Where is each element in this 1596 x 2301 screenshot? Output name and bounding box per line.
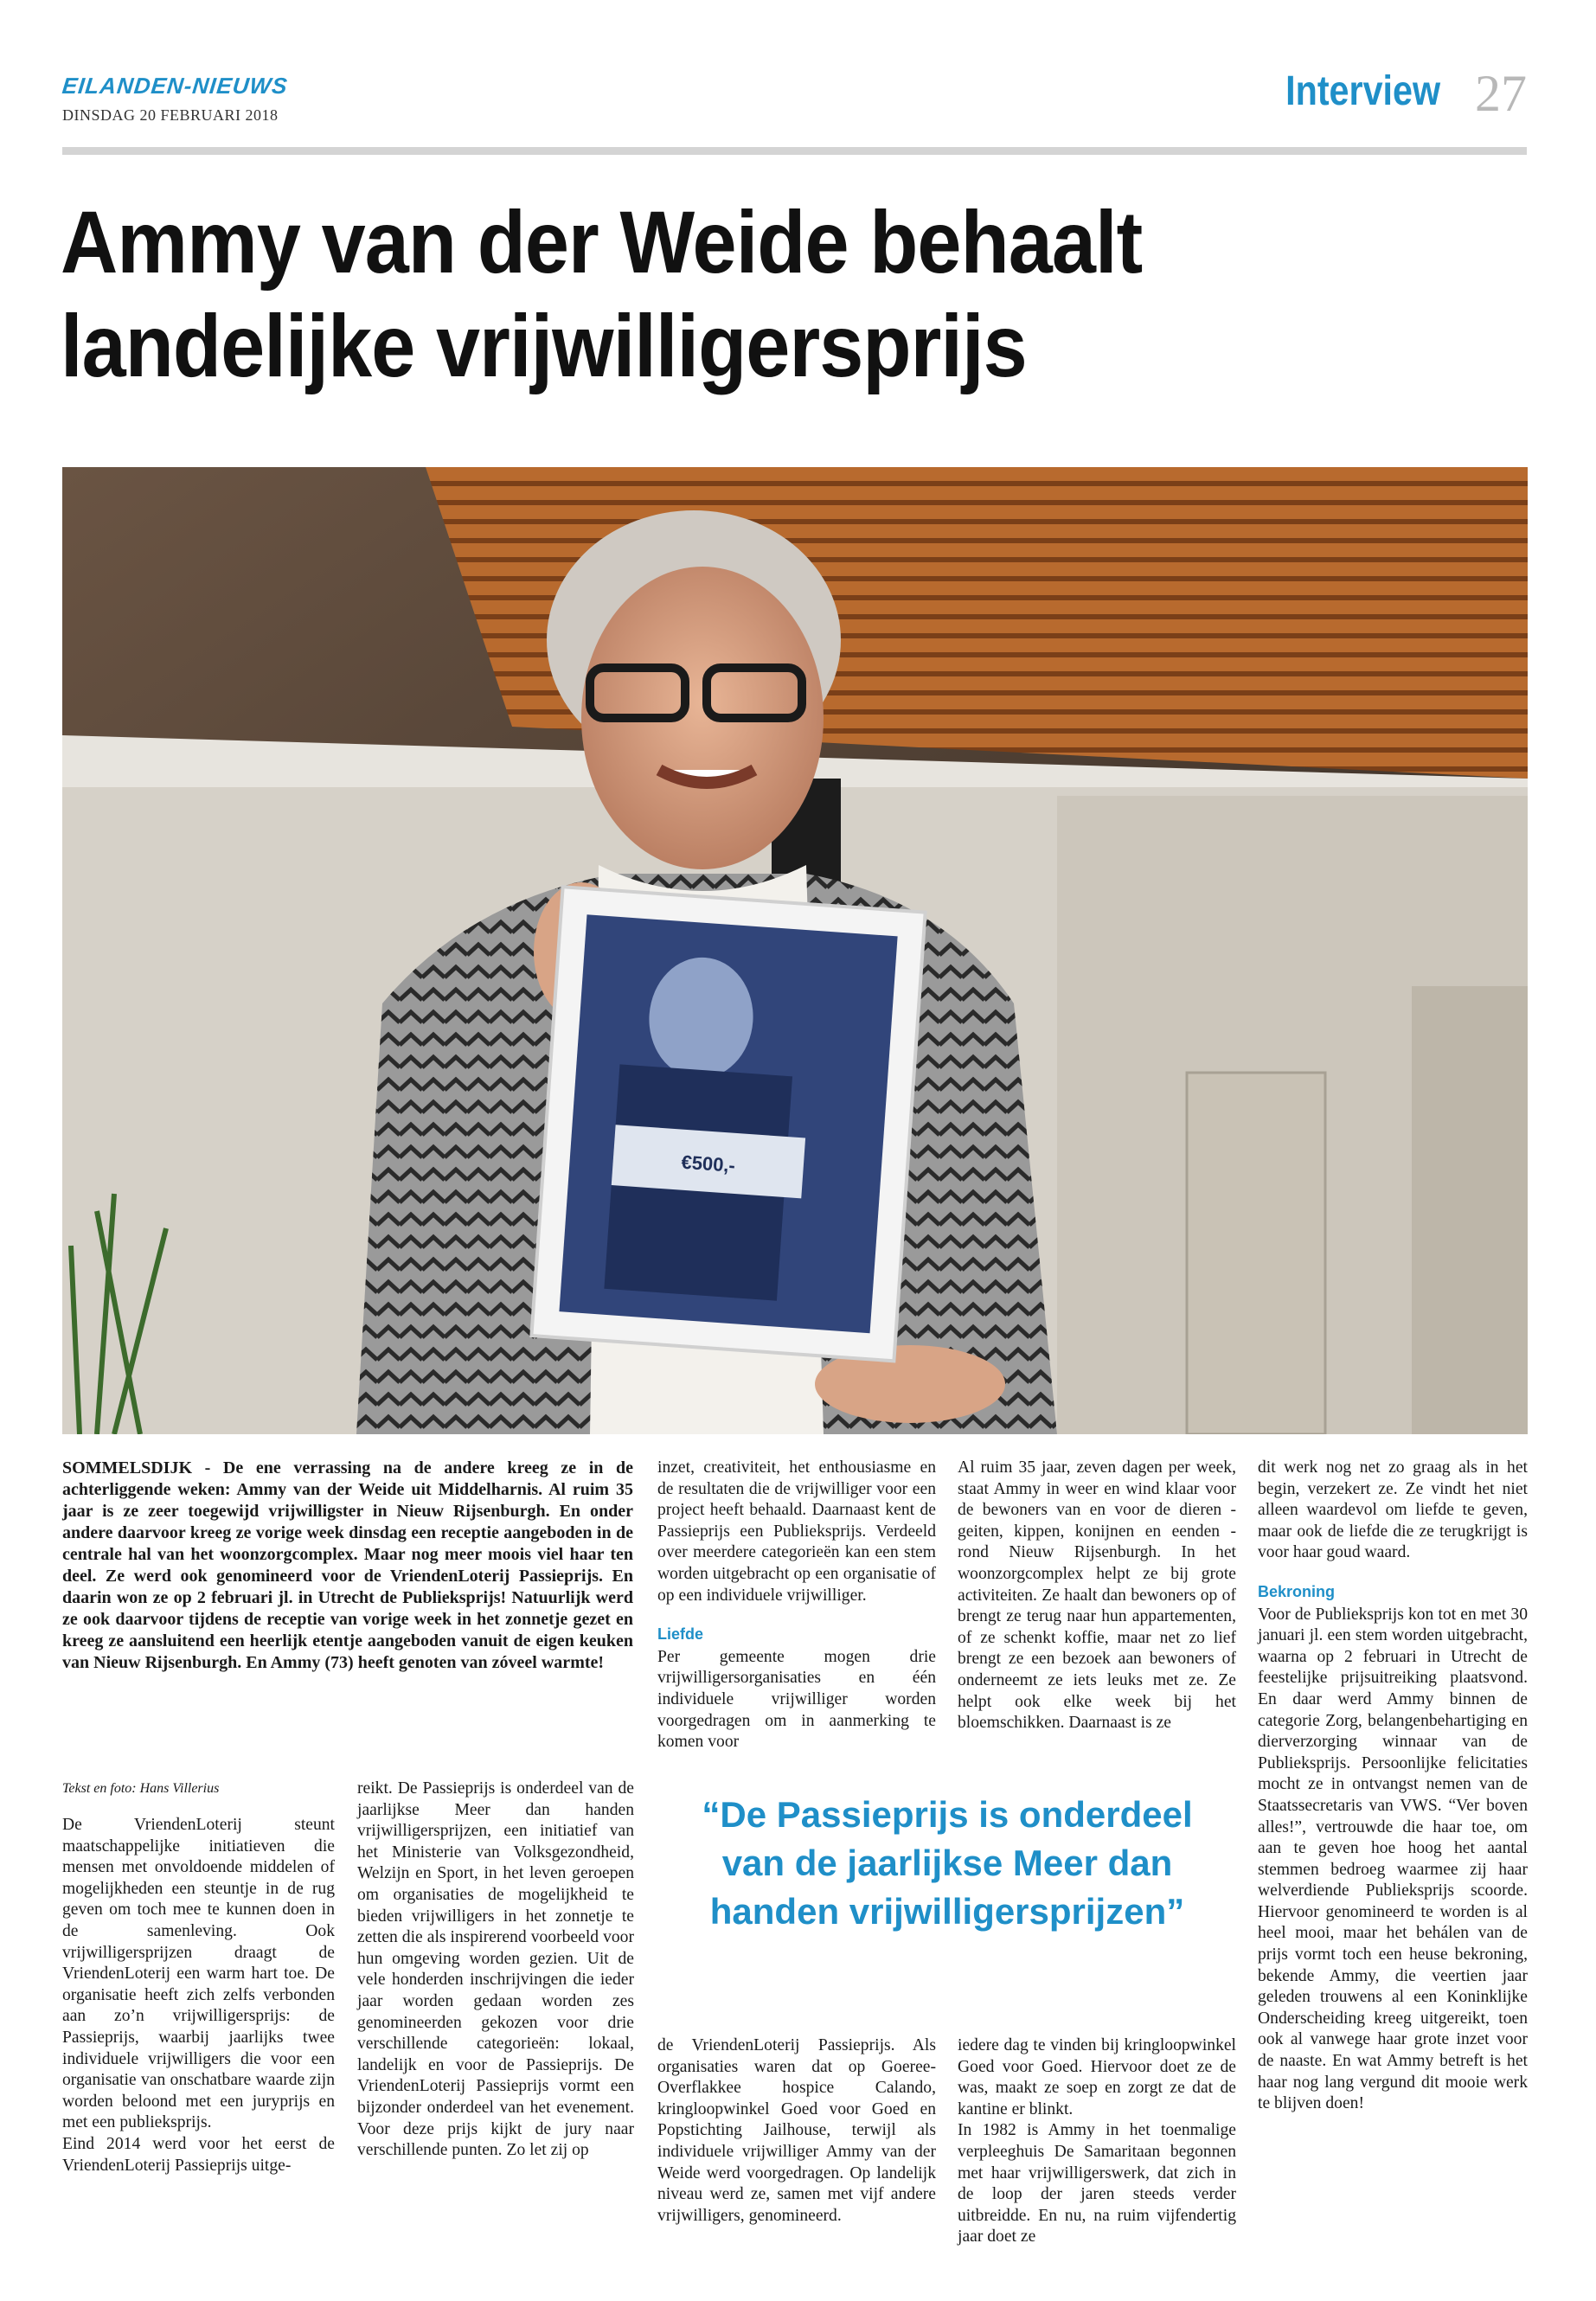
photo-credit: Tekst en foto: Hans Villerius [62,1781,220,1796]
paragraph: Per gemeente mogen drie vrijwilligersorganisaties en één individuele vrijwilliger worden voorgedragen om in aanmerking te komen voor [657,1647,936,1752]
issue-date: DINSDAG 20 FEBRUARI 2018 [62,106,279,124]
paragraph: reikt. De Passieprijs is onderdeel van de jaarlijkse Meer dan handen vrijwilligersprijzen, een initiatief van het Ministerie van Volksgezondheid, Welzijn en Sport, in het leven geroepen om organisaties de mogelijkheid te bieden vrijwilligers in het zonnetje te zetten die als inspirerend voorbeeld voor hun omgeving worden gezien. Uit de vele honderden inschrijvingen die ieder jaar worden gedaan worden zes genomineerden gekozen voor drie verschillende categorieën: lokaal, landelijk en voor de Passieprijs. De VriendenLoterij Passieprijs vormt een bijzonder onderdeel van het evenement. Voor deze prijs kijkt de jury naar verschillende punten. Zo let zij op [357,1779,634,2160]
page-number: 27 [1475,65,1527,122]
paragraph: In 1982 is Ammy in het toenmalige verpleeghuis De Samaritaan begonnen met haar vrijwilligerswerk, dat zich in de loop der jaren steeds verder uitbreidde. En nu, na ruim vijfendertig jaar doet ze [958,2121,1236,2247]
paragraph: dit werk nog net zo graag als in het begin, verzekert ze. Ze vindt het niet alleen waardevol om liefde te geven, maar ook de liefde die ze terugkrijgt is voor haar goud waard. [1258,1458,1528,1562]
headline [61,190,1384,399]
check-amount: €500,- [680,1150,736,1176]
column-3-bottom [657,2035,936,2227]
column-4-top [958,1458,1236,1734]
paragraph: De VriendenLoterij steunt maatschappelijke initiatieven die mensen met onvoldoende middelen of mogelijkheden een steuntje in de rug geven om toch mee te kunnen doen in de samenleving. Ook vrijwilligersprijzen draagt de VriendenLoterij een warm hart toe. De organisatie heeft zich zelfs verbonden aan zo’n vrijwilligersprijs: de Passieprijs, waarbij jaarlijks twee individuele vrijwilligers die voor een organisatie van onschatbare waarde zijn worden beloond met een juryprijs en met een publieksprijs. [62,1816,335,2132]
lead-paragraph: SOMMELSDIJK - De ene verrassing na de andere kreeg ze in de achterliggende weken: Ammy van der Weide uit Middelharnis. Al ruim 35 jaar is ze zeer toegewijd vrijwilligster in Nieuw Rijsenburgh. En onder andere daarvoor kreeg ze vorige week dinsdag een receptie aangeboden in de centrale hal van het woonzorgcomplex. Maar nog meer moois viel haar ten deel. Ze werd ook genomineerd voor de VriendenLoterij Passieprijs. En daarin won ze op 2 februari jl. in Utrecht de Publieksprijs! Natuurlijk werd ze ook daarvoor tijdens de receptie van vorige week in het zonnetje gezet en kreeg ze aansluitend een heerlijk etentje aangeboden vanuit de eigen keuken van Nieuw Rijsenburgh. En Ammy (73) heeft genoten van zóveel warmte! [62,1458,633,1672]
article-lead [62,1458,633,1674]
photo-illustration [62,467,1528,1434]
pull-quote: “De Passieprijs is onderdeel van de jaarlijkse Meer dan handen vrijwilligersprijzen” [702,1794,1193,1932]
header-rule [62,147,1527,155]
paragraph: de VriendenLoterij Passieprijs. Als organisaties waren dat op Goeree-Overflakkee hospice Calando, kringloopwinkel Goed voor Goed en Popstichting Jailhouse, terwijl als individuele vrijwilliger Ammy van der Weide werd voorgedragen. Op landelijk niveau werd ze, samen met vijf andere vrijwilligers, genomineerd. [657,2036,936,2225]
paragraph: Al ruim 35 jaar, zeven dagen per week, staat Ammy in weer en wind klaar voor de bewoners van en voor de dieren - geiten, kippen, konijnen en eenden - rond Nieuw Rijsenburgh. In het woonzorgcomplex helpt ze bij grote activiteiten. Ze haalt dan bewoners op of brengt ze terug naar hun appartementen, of ze schenkt koffie, maar net zo lief brengt ze een bezoek aan bewoners of onderneemt ze iets leuks met ze. Ze helpt ook elke week bij het bloemschikken. Daarnaast is ze [958,1458,1236,1733]
column-2 [357,1779,634,2162]
subhead-bekroning: Bekroning [1258,1582,1336,1600]
paragraph: inzet, creativiteit, het enthousiasme en de resultaten die de vrijwilliger voor een project heeft behaald. Daarnaast kent de Passieprijs een Publieksprijs. Verdeeld over meerdere categorieën kan een stem worden uitgebracht op een organisatie of op een individuele vrijwilliger. [657,1458,936,1605]
column-3-top [657,1458,936,1753]
headline-line-2: landelijke vrijwilligersprijs [61,297,1027,396]
column-5 [1258,1458,1528,2115]
masthead [62,73,288,125]
section-label: Interview [1285,68,1440,114]
headline-line-1: Ammy van der Weide behaalt [61,193,1143,292]
newspaper-logo: EILANDEN-NIEUWS [61,73,290,99]
subhead-liefde: Liefde [657,1625,704,1644]
paragraph: Eind 2014 werd voor het eerst de VriendenLoterij Passieprijs uitge- [62,2134,335,2175]
paragraph: iedere dag te vinden bij kringloopwinkel Goed voor Goed. Hiervoor doet ze de was, maakt ze soep en zorgt ze dat de kantine er blinkt. [958,2036,1236,2118]
column-1 [62,1815,335,2176]
column-4-bottom [958,2035,1236,2248]
paragraph: Voor de Publieksprijs kon tot en met 30 januari jl. een stem worden uitgebracht, waarna op 2 februari in Utrecht de feestelijke prijsuitreiking plaatsvond. En daar werd Ammy binnen de categorie Zorg, belangenbehartiging en dierverzorging winnaar van de Publieksprijs. Persoonlijke felicitaties mocht ze in ontvangst nemen van de Staatssecretaris van VWS. “Ver boven alles!”, vertrouwde die haar toe, om aan te geven hoe hoog het aantal stemmen bedroeg waarmee zij haar welverdiende Publieksprijs scoorde. Hiervoor genomineerd te worden is al heel mooi, maar het behálen van de prijs vormt toch een heuse bekroning, bekende Ammy, die veertien jaar geleden trouwens al een Koninklijke Onderscheiding kreeg uitgereikt, toen ook al vanwege haar grote inzet voor de naaste. En wat Ammy betreft is het haar nog lang vergund dit mooie werk te blijven doen! [1258,1605,1528,2113]
main-photo [62,467,1528,1434]
